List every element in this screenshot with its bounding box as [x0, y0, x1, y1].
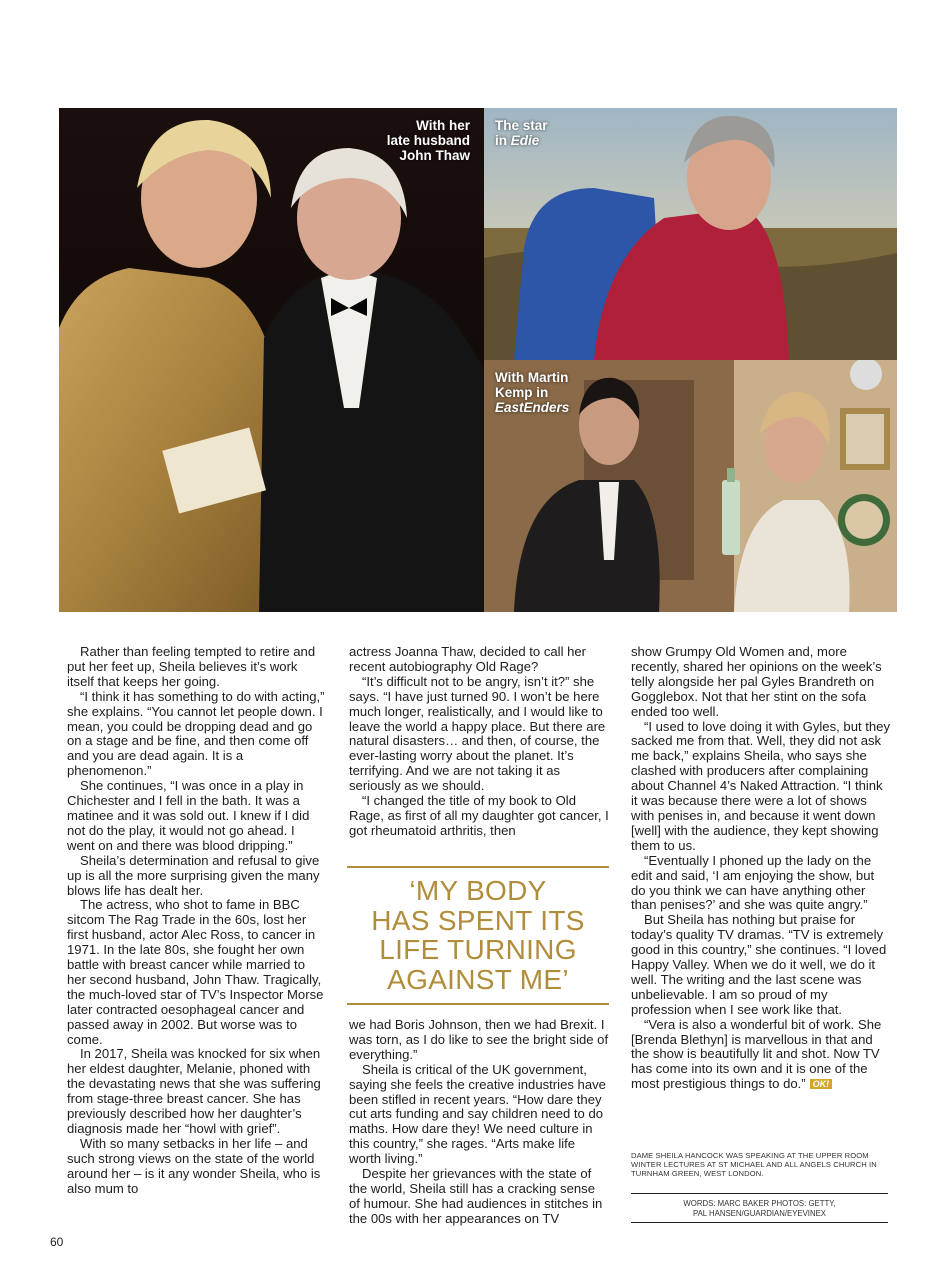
photo-with-john-thaw	[59, 108, 484, 612]
ok-logo: OK!	[810, 1079, 833, 1089]
article-column-2-bottom	[349, 1018, 609, 1227]
caption-eastenders-title: EastEnders	[495, 400, 570, 415]
article-column-2-top	[349, 645, 609, 839]
paragraph: In 2017, Sheila was knocked for six when her eldest daughter, Melanie, phoned with the devastating news that she was suffering from stage-three breast cancer. She has previously described how her daughter’s diagnosis made her “howl with grief”.	[67, 1046, 321, 1136]
photo-credits: WORDS: MARC BAKER PHOTOS: GETTY, PAL HANSEN/GUARDIAN/EYEVINEX	[683, 1199, 836, 1218]
paragraph: show Grumpy Old Women and, more recently, shared her opinions on the week’s telly alongside her pal Gyles Brandreth on Gogglebox. Not that her stint on the sofa ended too well.	[631, 644, 882, 719]
article-column-1	[67, 645, 325, 1197]
caption-edie	[495, 118, 615, 148]
pull-quote-top-rule	[347, 866, 609, 868]
paragraph: “Eventually I phoned up the lady on the edit and said, ‘I am enjoying the show, but do you think we can have anything other than penises?’ and she was quite angry.”	[631, 852, 875, 913]
paragraph: Despite her grievances with the state of the world, Sheila still has a cracking sense of humour. She had audiences in stitches in the 00s with her appearances on TV	[349, 1166, 603, 1226]
paragraph-text: “Vera is also a wonderful bit of work. She [Brenda Blethyn] is marvellous in that and the show is beautifully lit and shot. Now TV has come into its own and it is one of the most prestigious things to do.”	[631, 1016, 882, 1092]
credits-bottom-rule	[631, 1222, 888, 1223]
paragraph: “I think it has something to do with acting,” she explains. “You cannot let people down. I mean, you could be dropping dead and go on a stage and be fine, and then come off and you are dead again. It is a phenomenon.”	[67, 688, 325, 779]
paragraph: Sheila is critical of the UK government, saying she feels the creative industries have been stifled in recent years. “How dare they cut arts funding and say children need to do maths. How dare they! We need culture in this country,” she rages. “Arts make life worth living.”	[349, 1061, 606, 1167]
paragraph: She continues, “I was once in a play in Chichester and I fell in the bath. It was a matinee and it was sold out. I knew if I did not do the play, it would not go ahead. I went on and there was blood dripping.”	[67, 778, 310, 853]
paragraph: With so many setbacks in her life – and such strong views on the state of the world around her – is it any wonder Sheila, who is also mum to	[67, 1135, 321, 1196]
caption-edie-title: Edie	[510, 133, 540, 148]
paragraph: The actress, who shot to fame in BBC sitcom The Rag Trade in the 60s, lost her first husband, actor Alec Ross, to cancer in 1971. In the late 80s, she fought her own battle with breast cancer while married to her second husband, John Thaw. Tragically, the much-loved star of TV’s Inspector Morse later contracted oesophageal cancer and passed away in 2002. But worse was to come.	[67, 897, 324, 1047]
page-number: 60	[50, 1235, 64, 1249]
pull-quote: ‘MY BODY HAS SPENT ITS LIFE TURNING AGAINST ME’	[371, 875, 585, 995]
footnote: DAME SHEILA HANCOCK WAS SPEAKING AT THE UPPER ROOM WINTER LECTURES AT ST MICHAEL AND ALL ANGELS CHURCH IN TURNHAM GREEN, WEST LONDON.	[631, 1151, 877, 1178]
paragraph: “I changed the title of my book to Old Rage, as first of all my daughter got cancer, I got rheumatoid arthritis, then	[349, 793, 609, 838]
credits-top-rule	[631, 1193, 888, 1194]
paragraph: “It’s difficult not to be angry, isn’t it?” she says. “I have just turned 90. I won’t be here much longer, realistically, and I would like to leave the world a happy place. But there are natural disasters… and then, of course, the ever-lasting worry about the planet. It’s terrifying. And we are not taking it as seriously as we should.	[349, 673, 606, 794]
caption-eastenders-prefix: With Martin Kemp in	[495, 370, 569, 400]
paragraph: actress Joanna Thaw, decided to call her recent autobiography Old Rage?	[349, 644, 587, 674]
paragraph: Sheila’s determination and refusal to give up is all the more surprising given the many blows life has dealt her.	[67, 852, 320, 898]
caption-edie-prefix: The star in	[495, 118, 548, 148]
article-column-3	[631, 645, 891, 1092]
paragraph: Rather than feeling tempted to retire and put her feet up, Sheila believes it’s work itself that keeps her going.	[67, 644, 316, 689]
paragraph: “I used to love doing it with Gyles, but they sacked me from that. Well, they did not ask me back,” explains Sheila, who says she clashed with producers after complaining about Channel 4’s Naked Attraction. “I think it was because there were a lot of shows with penises in, and because it went down [well] with the audience, they kept showing them to us.	[631, 718, 891, 853]
caption-eastenders	[495, 370, 615, 415]
paragraph: But Sheila has nothing but praise for today’s quality TV dramas. “TV is extremely good in this country,” she continues. “I loved Happy Valley. When we do it well, we do it well. The writing and the last scene was unbelievable. I am so proud of my profession when I see work like that.	[631, 912, 887, 1017]
pull-quote-bottom-rule	[347, 1003, 609, 1005]
caption-john-thaw: With her late husband John Thaw	[386, 118, 470, 163]
paragraph-final	[631, 1018, 891, 1093]
paragraph: we had Boris Johnson, then we had Brexit. I was torn, as I do like to see the bright side of everything.”	[349, 1017, 609, 1062]
